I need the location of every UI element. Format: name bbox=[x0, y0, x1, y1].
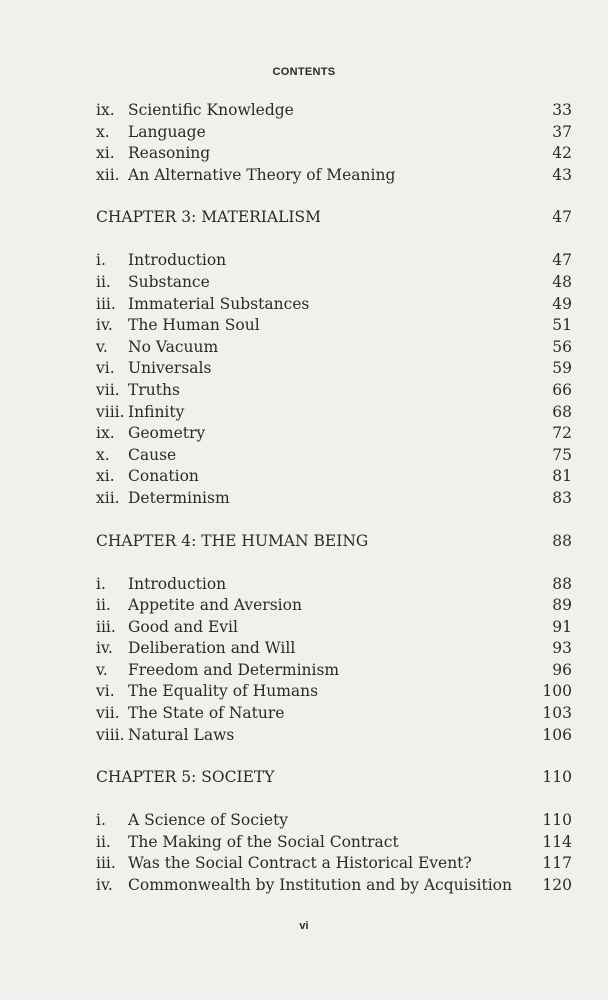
toc-entry bbox=[96, 832, 572, 854]
chapter-heading bbox=[96, 206, 572, 228]
entry-page-number: 106 bbox=[542, 725, 572, 744]
entry-page-number: 59 bbox=[552, 359, 572, 378]
chapter-heading bbox=[96, 766, 572, 788]
table-of-contents bbox=[96, 100, 572, 897]
entry-numeral: iii. bbox=[96, 854, 116, 873]
entry-title: Universals bbox=[128, 359, 212, 378]
entry-numeral: viii. bbox=[96, 402, 125, 421]
entry-title: Scientific Knowledge bbox=[128, 101, 294, 119]
entry-page-number: 72 bbox=[552, 424, 572, 443]
toc-entry bbox=[96, 337, 572, 359]
toc-entry bbox=[96, 380, 572, 402]
entry-title: Appetite and Aversion bbox=[128, 596, 302, 615]
entry-numeral: vi. bbox=[96, 359, 115, 378]
entry-title: Substance bbox=[128, 272, 210, 291]
entry-numeral: xii. bbox=[96, 488, 120, 507]
toc-entry bbox=[96, 272, 572, 294]
entry-numeral: iii. bbox=[96, 294, 116, 313]
toc-entry bbox=[96, 875, 572, 897]
entry-title: No Vacuum bbox=[128, 337, 219, 356]
entry-title: Reasoning bbox=[128, 144, 211, 163]
page-header: CONTENTS bbox=[272, 66, 336, 78]
entry-page-number: 114 bbox=[542, 832, 572, 851]
toc-entry bbox=[96, 703, 572, 725]
toc-entry bbox=[96, 122, 572, 144]
entry-page-number: 100 bbox=[542, 682, 572, 701]
entry-numeral: iv. bbox=[96, 639, 113, 658]
entry-numeral: ix. bbox=[96, 101, 115, 119]
entry-title: Conation bbox=[128, 467, 199, 486]
entry-title: The State of Nature bbox=[128, 704, 285, 723]
toc-entry bbox=[96, 488, 572, 510]
chapter-title: CHAPTER 3: MATERIALISM bbox=[96, 208, 322, 227]
entry-title: Truths bbox=[128, 380, 180, 399]
entry-numeral: ii. bbox=[96, 272, 111, 291]
entry-page-number: 37 bbox=[552, 122, 572, 141]
chapter-title: CHAPTER 4: THE HUMAN BEING bbox=[96, 531, 369, 550]
entry-title: Geometry bbox=[128, 424, 206, 443]
chapter-page-number: 47 bbox=[552, 208, 572, 227]
entry-numeral: vii. bbox=[96, 704, 120, 723]
entry-page-number: 93 bbox=[552, 639, 572, 658]
toc-entry bbox=[96, 574, 572, 596]
page-number: vi bbox=[299, 920, 309, 932]
chapter-page-number: 110 bbox=[542, 768, 572, 787]
toc-entry bbox=[96, 143, 572, 165]
toc-entry bbox=[96, 660, 572, 682]
entry-title: Immaterial Substances bbox=[128, 294, 310, 313]
toc-entry bbox=[96, 165, 572, 187]
entry-page-number: 33 bbox=[552, 101, 572, 119]
entry-numeral: i. bbox=[96, 574, 106, 593]
entry-numeral: xii. bbox=[96, 165, 120, 184]
entry-numeral: vi. bbox=[96, 682, 115, 701]
toc-entry bbox=[96, 853, 572, 875]
entry-title: Good and Evil bbox=[128, 617, 238, 636]
entry-page-number: 68 bbox=[552, 402, 572, 421]
entry-numeral: iv. bbox=[96, 316, 113, 335]
entry-title: Cause bbox=[128, 445, 177, 464]
chapter-title: CHAPTER 5: SOCIETY bbox=[96, 768, 275, 787]
entry-page-number: 47 bbox=[552, 251, 572, 270]
entry-title: The Making of the Social Contract bbox=[128, 832, 399, 851]
toc-entry bbox=[96, 402, 572, 424]
entry-page-number: 103 bbox=[542, 704, 572, 723]
toc-entry bbox=[96, 315, 572, 337]
entry-numeral: iii. bbox=[96, 617, 116, 636]
entry-numeral: xi. bbox=[96, 467, 115, 486]
entry-numeral: x. bbox=[96, 445, 110, 464]
entry-numeral: ii. bbox=[96, 596, 111, 615]
entry-page-number: 120 bbox=[542, 876, 572, 895]
toc-entry bbox=[96, 810, 572, 832]
toc-entry bbox=[96, 466, 572, 488]
entry-page-number: 88 bbox=[552, 574, 572, 593]
entry-page-number: 89 bbox=[552, 596, 572, 615]
chapter-heading bbox=[96, 530, 572, 552]
entry-title: The Equality of Humans bbox=[128, 682, 319, 701]
entry-page-number: 49 bbox=[552, 294, 572, 313]
toc-entry bbox=[96, 617, 572, 639]
toc-entry bbox=[96, 423, 572, 445]
entry-title: Language bbox=[128, 122, 206, 141]
toc-entry bbox=[96, 294, 572, 316]
toc-entry bbox=[96, 681, 572, 703]
entry-title: The Human Soul bbox=[128, 316, 260, 335]
entry-page-number: 96 bbox=[552, 660, 572, 679]
toc-entry bbox=[96, 445, 572, 467]
entry-title: Introduction bbox=[128, 251, 227, 270]
entry-numeral: v. bbox=[96, 660, 108, 679]
entry-numeral: viii. bbox=[96, 725, 125, 744]
entry-title: Infinity bbox=[128, 402, 185, 421]
entry-title: Deliberation and Will bbox=[128, 639, 296, 658]
entry-numeral: vii. bbox=[96, 380, 120, 399]
entry-numeral: i. bbox=[96, 251, 106, 270]
entry-numeral: ix. bbox=[96, 424, 115, 443]
entry-page-number: 83 bbox=[552, 488, 572, 507]
entry-numeral: iv. bbox=[96, 876, 113, 895]
entry-title: Natural Laws bbox=[128, 725, 235, 744]
entry-numeral: x. bbox=[96, 122, 110, 141]
toc-entry bbox=[96, 358, 572, 380]
entry-page-number: 66 bbox=[552, 380, 572, 399]
entry-title: Determinism bbox=[128, 488, 230, 507]
entry-numeral: v. bbox=[96, 337, 108, 356]
entry-page-number: 43 bbox=[552, 165, 572, 184]
toc-entry bbox=[96, 725, 572, 747]
entry-numeral: ii. bbox=[96, 832, 111, 851]
toc-entry bbox=[96, 100, 572, 122]
entry-title: A Science of Society bbox=[128, 811, 289, 830]
entry-page-number: 117 bbox=[542, 854, 572, 873]
entry-title: Was the Social Contract a Historical Event? bbox=[128, 854, 472, 873]
entry-title: Introduction bbox=[128, 574, 227, 593]
entry-title: An Alternative Theory of Meaning bbox=[128, 165, 396, 184]
entry-numeral: xi. bbox=[96, 144, 115, 163]
entry-page-number: 91 bbox=[552, 617, 572, 636]
entry-page-number: 51 bbox=[552, 316, 572, 335]
toc-entry bbox=[96, 250, 572, 272]
entry-numeral: i. bbox=[96, 811, 106, 830]
entry-title: Freedom and Determinism bbox=[128, 660, 340, 679]
entry-title: Commonwealth by Institution and by Acquisition bbox=[128, 876, 512, 895]
entry-page-number: 56 bbox=[552, 337, 572, 356]
entry-page-number: 110 bbox=[542, 811, 572, 830]
entry-page-number: 42 bbox=[552, 144, 572, 163]
chapter-page-number: 88 bbox=[552, 531, 572, 550]
entry-page-number: 81 bbox=[552, 467, 572, 486]
toc-entry bbox=[96, 595, 572, 617]
entry-page-number: 75 bbox=[552, 445, 572, 464]
toc-entry bbox=[96, 638, 572, 660]
entry-page-number: 48 bbox=[552, 272, 572, 291]
